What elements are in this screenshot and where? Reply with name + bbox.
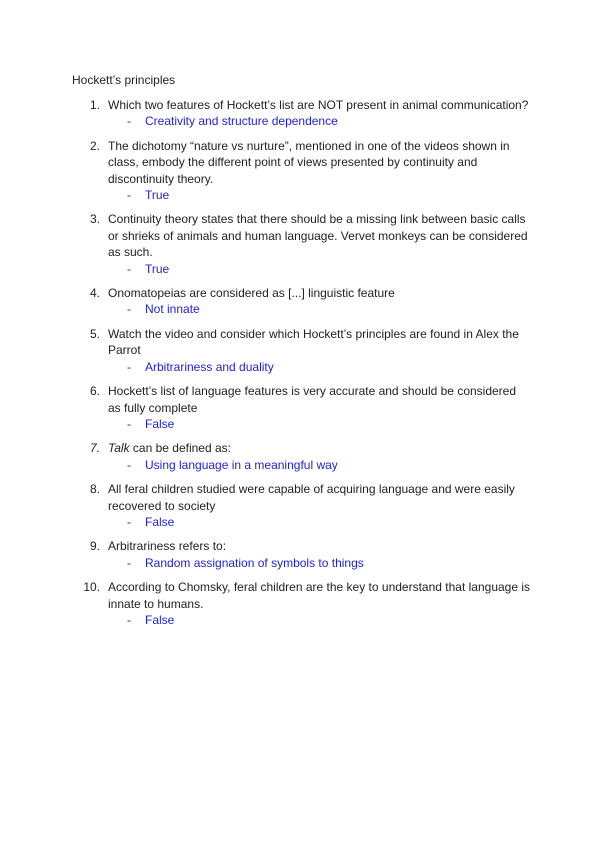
answer-text: Not innate	[145, 302, 200, 317]
list-item	[72, 285, 532, 318]
question-text-rest: can be defined as:	[129, 441, 231, 456]
answer-bullet: -	[127, 612, 131, 627]
question-number: 10.	[83, 580, 100, 595]
question-list	[72, 97, 532, 636]
list-item	[72, 440, 532, 473]
question-number: 5.	[89, 326, 100, 341]
answer-bullet: -	[127, 302, 131, 317]
list-item	[72, 211, 532, 277]
answer-text: Arbitrariness and duality	[145, 359, 274, 374]
question-number: 8.	[89, 482, 100, 497]
answer-row	[108, 301, 532, 317]
answer-bullet: -	[127, 114, 131, 129]
answer-bullet: -	[127, 188, 131, 203]
list-item	[72, 383, 532, 432]
question-text: Arbitrariness refers to:	[108, 539, 227, 554]
answer-text: True	[145, 188, 170, 203]
answer-bullet: -	[127, 359, 131, 374]
answer-text: Using language in a meaningful way	[145, 457, 338, 472]
answer-row	[108, 555, 532, 571]
question-number: 1.	[89, 98, 100, 112]
answer-text: False	[145, 514, 175, 529]
answer-text: Creativity and structure dependence	[145, 114, 338, 129]
answer-row	[108, 514, 532, 530]
answer-bullet: -	[127, 514, 131, 529]
question-text: Hockett’s list of language features is very accurate and should be considered as fully complete	[108, 384, 517, 415]
question-number: 3.	[89, 212, 100, 227]
question-text: Which two features of Hockett’s list are NOT present in animal communication?	[108, 98, 529, 112]
list-item	[72, 97, 532, 130]
answer-bullet: -	[127, 555, 131, 570]
list-item	[72, 138, 532, 204]
question-text: Continuity theory states that there should be a missing link between basic calls or shrieks of animals and human language. Vervet monkeys can be considered as such.	[108, 212, 528, 260]
list-item	[72, 326, 532, 375]
answer-bullet: -	[127, 416, 131, 431]
answer-text: False	[145, 416, 175, 431]
answer-text: True	[145, 261, 170, 276]
question-text: All feral children studied were capable of acquiring language and were easily recovered to society	[108, 482, 515, 513]
question-text: According to Chomsky, feral children are the key to understand that language is innate to humans.	[108, 580, 531, 611]
question-text: Onomatopeias are considered as [...] linguistic feature	[108, 286, 395, 301]
answer-row	[108, 612, 532, 628]
question-number: 9.	[89, 539, 100, 554]
answer-row	[108, 457, 532, 473]
question-text	[108, 440, 532, 456]
question-number: 2.	[89, 138, 100, 153]
question-term: Talk	[108, 441, 130, 456]
document-title: Hockett’s principles	[72, 73, 176, 87]
answer-row	[108, 187, 532, 203]
answer-row	[108, 359, 532, 375]
answer-row	[108, 261, 532, 277]
list-item	[72, 481, 532, 530]
list-item	[72, 538, 532, 571]
answer-row	[108, 416, 532, 432]
question-text: The dichotomy “nature vs nurture”, mentioned in one of the videos shown in class, embody the different point of views presented by continuity and discontinuity theory.	[108, 138, 510, 186]
question-number: 4.	[89, 286, 100, 301]
list-item	[72, 579, 532, 628]
answer-row	[108, 113, 532, 129]
question-number: 7.	[89, 441, 100, 456]
answer-text: Random assignation of symbols to things	[145, 555, 364, 570]
question-number: 6.	[89, 384, 100, 399]
answer-text: False	[145, 612, 175, 627]
answer-bullet: -	[127, 457, 131, 472]
question-text: Watch the video and consider which Hockett’s principles are found in Alex the Parrot	[108, 326, 519, 358]
answer-bullet: -	[127, 261, 131, 276]
